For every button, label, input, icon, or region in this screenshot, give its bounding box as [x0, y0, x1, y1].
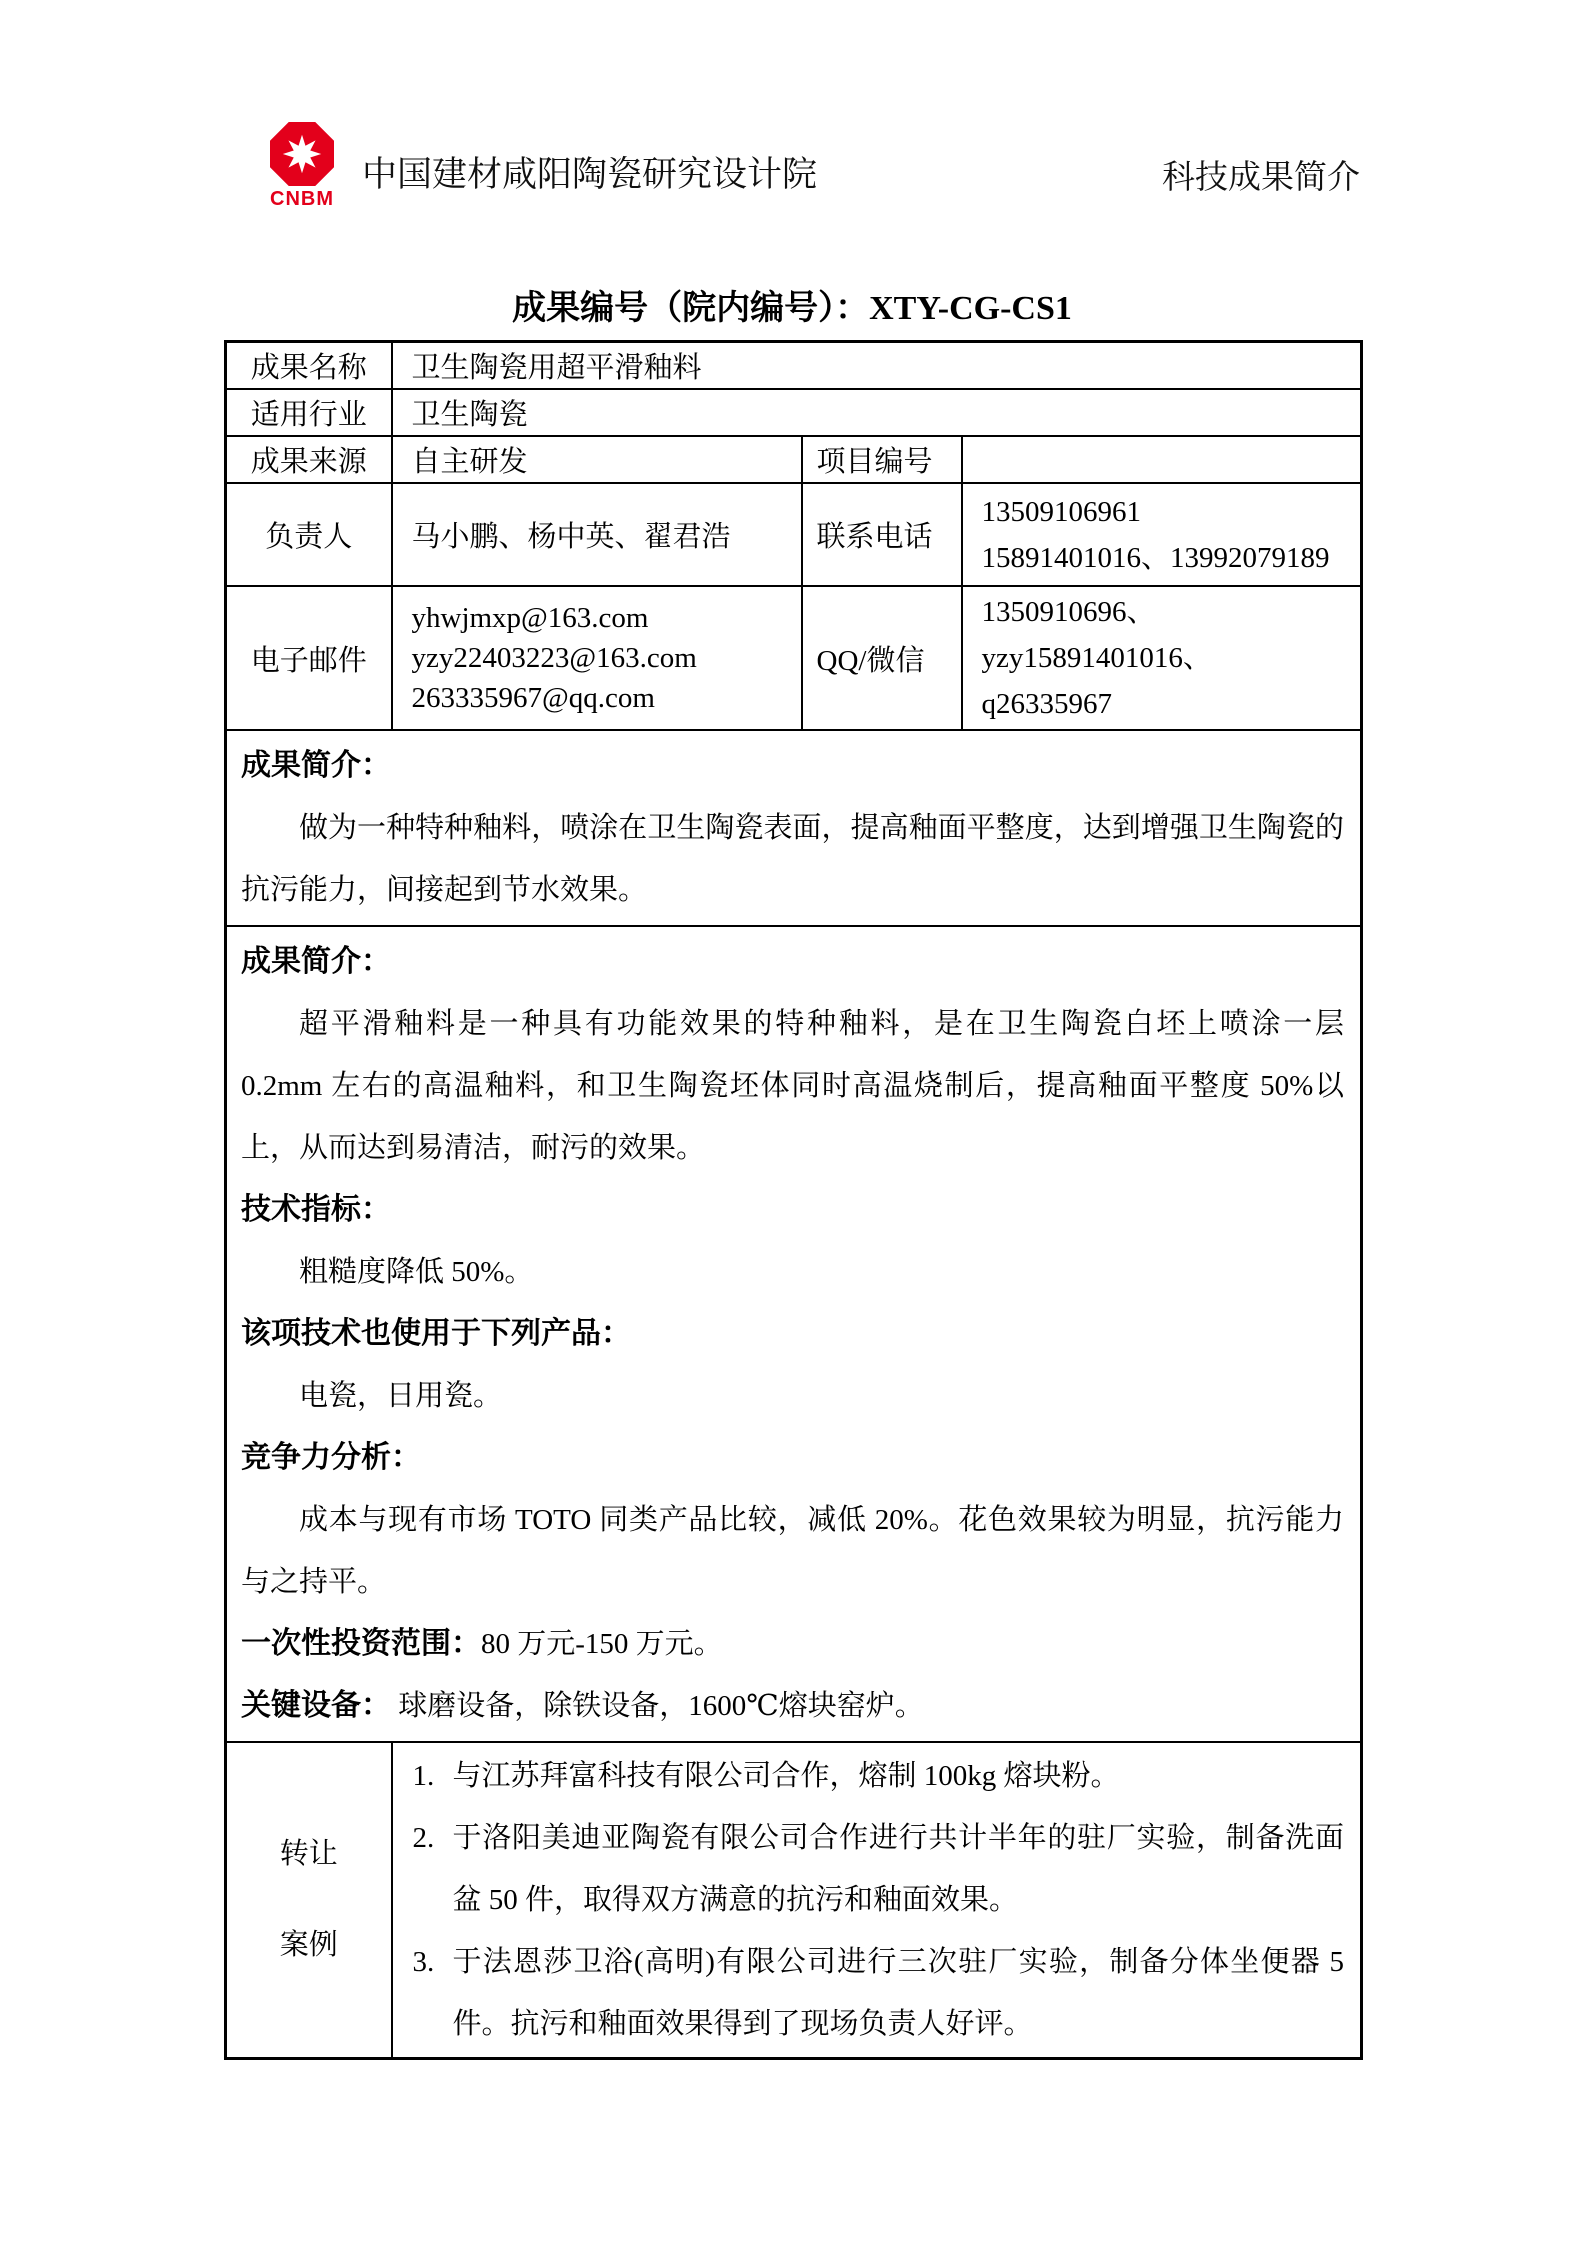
competitiveness-text: 成本与现有市场 TOTO 同类产品比较，减低 20%。花色效果较为明显，抗污能力与之持平。	[241, 1504, 1344, 1598]
source-label: 成果来源	[226, 436, 392, 483]
transfer-cases-list	[392, 1742, 1362, 2059]
source-value: 自主研发	[392, 436, 802, 483]
table-row	[226, 342, 1362, 390]
leader-label: 负责人	[226, 483, 392, 586]
cnbm-logo-text: CNBM	[270, 188, 334, 210]
transfer-label-line: 转让	[279, 1838, 338, 1870]
table-row	[226, 1742, 1362, 2059]
intro2-heading: 成果简介：	[241, 945, 391, 978]
project-number-label: 项目编号	[802, 436, 962, 483]
intro2-paragraph: 超平滑釉料是一种具有功能效果的特种釉料，是在卫生陶瓷白坯上喷涂一层 0.2mm 左右的高温釉料，和卫生陶瓷坯体同时高温烧制后，提高釉面平整度 50%以上，从而达到易清洁，耐污的效果。	[241, 1008, 1344, 1164]
qq-line: 1350910696、yzy15891401016、	[981, 596, 1212, 674]
investment-value: 80 万元-150 万元。	[481, 1628, 723, 1660]
cnbm-logo	[268, 122, 336, 209]
tech-index-heading: 技术指标：	[241, 1193, 391, 1226]
phone-line: 15891401016、13992079189	[981, 541, 1330, 574]
email-line: 263335967@qq.com	[411, 682, 655, 714]
industry-label: 适用行业	[226, 389, 392, 436]
leader-value: 马小鹏、杨中英、翟君浩	[392, 483, 802, 586]
intro1-heading: 成果简介：	[241, 749, 391, 782]
intro-section-1	[226, 730, 1362, 926]
phone-label: 联系电话	[802, 483, 962, 586]
achievement-info-table	[224, 340, 1363, 2060]
list-item	[413, 1931, 1345, 2055]
project-number-value	[962, 436, 1362, 483]
investment-line	[241, 1613, 1344, 1675]
table-row	[226, 436, 1362, 483]
list-item	[413, 1745, 1345, 1807]
phone-line: 13509106961	[981, 495, 1141, 528]
result-name-label: 成果名称	[226, 342, 392, 390]
table-row	[226, 926, 1362, 1742]
list-item	[413, 1807, 1345, 1931]
email-value	[392, 586, 802, 730]
other-products-heading: 该项技术也使用于下列产品：	[241, 1317, 631, 1350]
list-item-text: 于法恩莎卫浴(高明)有限公司进行三次驻厂实验，制备分体坐便器 5 件。抗污和釉面效果得到了现场负责人好评。	[452, 1946, 1344, 2040]
organization-name: 中国建材咸阳陶瓷研究设计院	[362, 155, 818, 194]
email-line: yhwjmxp@163.com	[411, 602, 649, 634]
qq-wechat-value	[962, 586, 1362, 730]
details-section	[226, 926, 1362, 1742]
table-row	[226, 586, 1362, 730]
equipment-value: 球磨设备，除铁设备，1600℃熔块窑炉。	[391, 1690, 924, 1722]
list-item-text: 于洛阳美迪亚陶瓷有限公司合作进行共计半年的驻厂实验，制备洗面盆 50 件，取得双方满意的抗污和釉面效果。	[452, 1822, 1344, 1916]
list-item-number: 1.	[412, 1760, 435, 1792]
document-type-label: 科技成果简介	[1162, 158, 1360, 195]
list-item-text: 与江苏拜富科技有限公司合作，熔制 100kg 熔块粉。	[452, 1760, 1120, 1792]
intro1-paragraph: 做为一种特种釉料，喷涂在卫生陶瓷表面，提高釉面平整度，达到增强卫生陶瓷的抗污能力，间接起到节水效果。	[241, 812, 1344, 906]
table-row	[226, 483, 1362, 586]
cnbm-octagon-star-icon	[270, 122, 334, 186]
list-item-number: 3.	[412, 1946, 435, 1978]
equipment-label: 关键设备：	[241, 1689, 391, 1722]
result-name-value: 卫生陶瓷用超平滑釉料	[392, 342, 1362, 390]
qq-wechat-label: QQ/微信	[802, 586, 962, 730]
table-row	[226, 730, 1362, 926]
page-title: 成果编号（院内编号）：XTY-CG-CS1	[512, 290, 1072, 327]
competitiveness-heading: 竞争力分析：	[241, 1441, 421, 1474]
tech-index-text: 粗糙度降低 50%。	[299, 1256, 534, 1288]
phone-value	[962, 483, 1362, 586]
qq-line: q26335967	[981, 688, 1112, 720]
industry-value: 卫生陶瓷	[392, 389, 1362, 436]
transfer-cases-label	[226, 1742, 392, 2059]
transfer-label-line: 案例	[279, 1929, 338, 1961]
email-label: 电子邮件	[226, 586, 392, 730]
email-line: yzy22403223@163.com	[411, 642, 697, 674]
other-products-text: 电瓷，日用瓷。	[299, 1380, 503, 1412]
list-item-number: 2.	[412, 1822, 435, 1854]
table-row	[226, 389, 1362, 436]
investment-label: 一次性投资范围：	[241, 1627, 481, 1660]
equipment-line	[241, 1675, 1344, 1737]
